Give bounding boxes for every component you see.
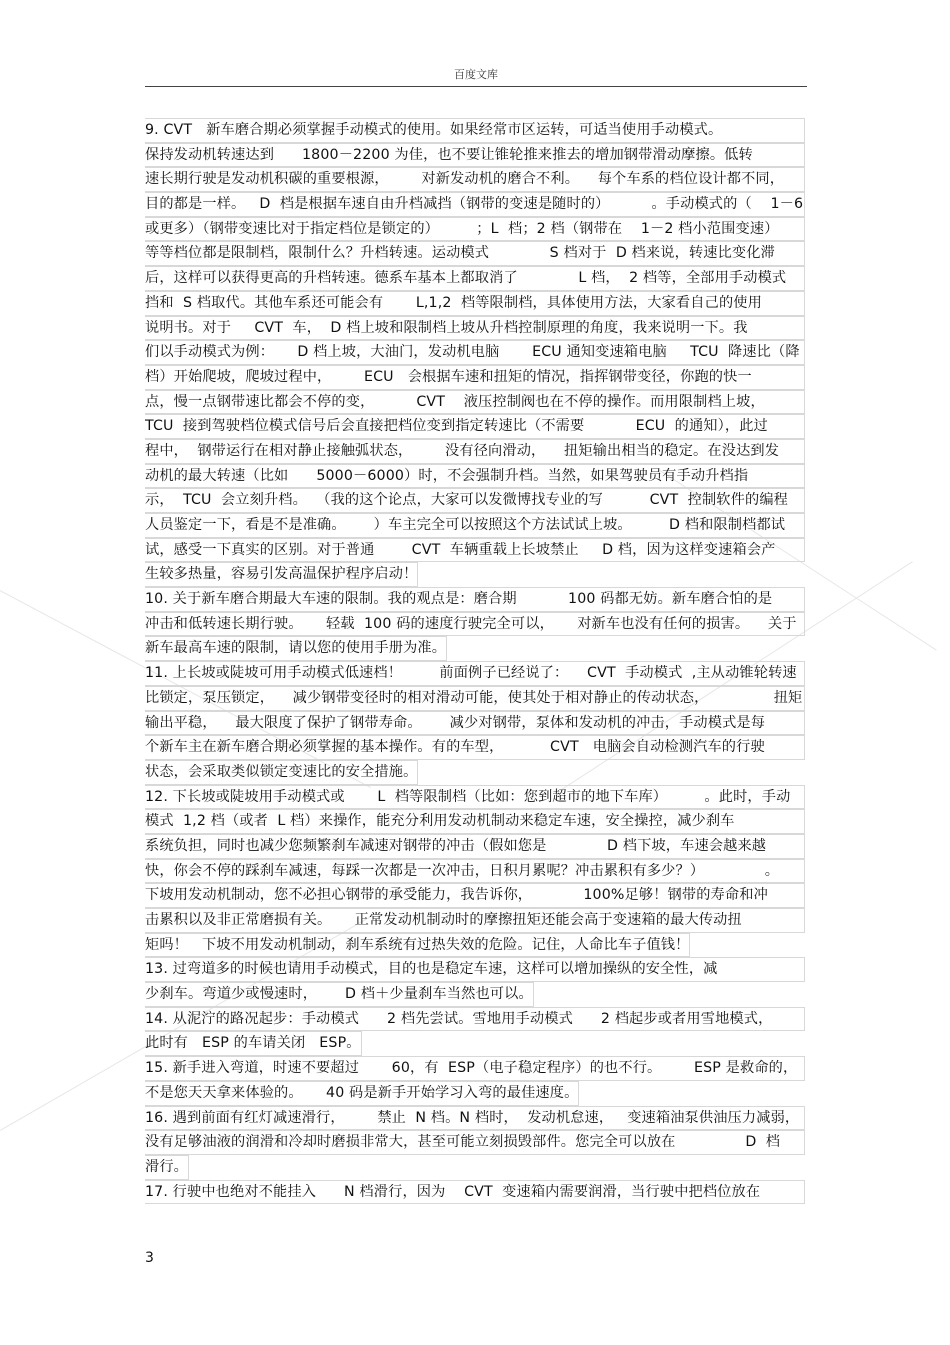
text-line: 12. 下长坡或陡坡用手动模式或 L 档等限制档（比如：您到超市的地下车库） 。此时，手动: [145, 785, 805, 810]
text-line: 15. 新手进入弯道，时速不要超过 60，有 ESP（电子稳定程序）的也不行。 ESP 是救命的，: [145, 1056, 805, 1081]
text-line: 17. 行驶中也绝对不能挂入 N 档滑行，因为 CVT 变速箱内需要润滑，当行驶中把档位放在: [145, 1180, 805, 1205]
text-line: 模式 1,2 档（或者 L 档）来操作，能充分利用发动机制动来稳定车速，安全操控，减少刹车: [145, 809, 805, 834]
text-line: 动机的最大转速（比如 5000－6000）时，不会强制升档。当然，如果驾驶员有手动升档指: [145, 464, 805, 489]
text-line: 输出平稳， 最大限度了保护了钢带寿命。 减少对钢带，泵体和发动机的冲击，手动模式是每: [145, 711, 805, 736]
text-line: 14. 从泥泞的路况起步：手动模式 2 档先尝试。雪地用手动模式 2 档起步或者用雪地模式，: [145, 1007, 805, 1032]
text-line: 点，慢一点钢带速比都会不停的变， CVT 液压控制阀也在不停的操作。而用限制档上坡，: [145, 390, 805, 415]
page-number: 3: [145, 1250, 154, 1266]
text-line: 等等档位都是限制档，限制什么？升档转速。运动模式 S 档对于 D 档来说，转速比变化滞: [145, 241, 805, 266]
text-line: 目的都是一样。 D 档是根据车速自由升档减挡（钢带的变速是随时的） 。手动模式的（ 1－6: [145, 192, 805, 217]
text-line: 说明书。对于 CVT 车， D 档上坡和限制档上坡从升档控制原理的角度，我来说明一下。我: [145, 316, 805, 341]
text-line: 保持发动机转速达到 1800－2200 为佳，也不要让锥轮推来推去的增加钢带滑动摩擦。低转: [145, 143, 805, 168]
text-line: 不是您天天拿来体验的。 40 码是新手开始学习入弯的最佳速度。: [145, 1081, 579, 1106]
text-line: 快，你会不停的踩刹车减速，每踩一次都是一次冲击，日积月累呢？冲击累积有多少？） 。: [145, 859, 805, 884]
text-line: 11. 上长坡或陡坡可用手动模式低速档！ 前面例子已经说了： CVT 手动模式 ,主从动锥轮转速: [145, 661, 805, 686]
header-divider: [145, 86, 807, 87]
text-line: 下坡用发动机制动，您不必担心钢带的承受能力，我告诉你， 100%足够！钢带的寿命和冲: [145, 883, 805, 908]
text-line: 档）开始爬坡，爬坡过程中， ECU 会根据车速和扭矩的情况，指挥钢带变径，你跑的快一: [145, 365, 805, 390]
text-line: 冲击和低转速长期行驶。 轻载 100 码的速度行驶完全可以， 对新车也没有任何的损害。 关于: [145, 612, 805, 637]
text-line: 试，感受一下真实的区别。对于普通 CVT 车辆重载上长坡禁止 D 档，因为这样变速箱会产: [145, 538, 805, 563]
text-line: 或更多）（钢带变速比对于指定档位是锁定的） ；L 档；2 档（钢带在 1－2 档小范围变速）: [145, 217, 805, 242]
text-line: 人员鉴定一下，看是不是准确。 ）车主完全可以按照这个方法试试上坡。 D 档和限制档都试: [145, 513, 805, 538]
text-line: 此时有 ESP 的车请关闭 ESP。: [145, 1031, 362, 1056]
text-line: TCU 接到驾驶档位模式信号后会直接把档位变到指定转速比（不需要 ECU 的通知），此过: [145, 414, 805, 439]
text-line: 9. CVT 新车磨合期必须掌握手动模式的使用。如果经常市区运转，可适当使用手动模式。: [145, 118, 805, 143]
text-line: 少刹车。弯道少或慢速时， D 档＋少量刹车当然也可以。: [145, 982, 534, 1007]
text-line: 滑行。: [145, 1155, 189, 1180]
text-line: 生较多热量，容易引发高温保护程序启动！: [145, 562, 418, 587]
text-line: 13. 过弯道多的时候也请用手动模式，目的也是稳定车速，这样可以增加操纵的安全性，减: [145, 957, 805, 982]
text-line: 系统负担，同时也减少您频繁刹车减速对钢带的冲击（假如您是 D 档下坡，车速会越来越: [145, 834, 805, 859]
text-line: 矩吗！ 下坡不用发动机制动，刹车系统有过热失效的危险。记住，人命比车子值钱！: [145, 933, 690, 958]
page-header: 百度文库: [454, 68, 498, 81]
text-line: 挡和 S 档取代。其他车系还可能会有 L,1,2 档等限制档，具体使用方法，大家看自己的使用: [145, 291, 805, 316]
text-line: 没有足够油液的润滑和冷却时磨损非常大，甚至可能立刻损毁部件。您完全可以放在 D 档: [145, 1130, 805, 1155]
text-line: 新车最高车速的限制，请以您的使用手册为准。: [145, 636, 447, 661]
text-line: 状态，会采取类似锁定变速比的安全措施。: [145, 760, 418, 785]
text-line: 16. 遇到前面有红灯减速滑行， 禁止 N 档。N 档时， 发动机怠速， 变速箱油泵供油压力减弱，: [145, 1106, 805, 1131]
text-line: 10. 关于新车磨合期最大车速的限制。我的观点是：磨合期 100 码都无妨。新车磨合怕的是: [145, 587, 805, 612]
text-line: 后，这样可以获得更高的升档转速。德系车基本上都取消了 L 档， 2 档等，全部用手动模式: [145, 266, 805, 291]
text-line: 示， TCU 会立刻升档。 （我的这个论点，大家可以发微博找专业的写 CVT 控制软件的编程: [145, 488, 805, 513]
text-line: 击累积以及非正常磨损有关。 正常发动机制动时的摩擦扭矩还能会高于变速箱的最大传动扭: [145, 908, 805, 933]
text-line: 比锁定，泵压锁定， 减少钢带变径时的相对滑动可能，使其处于相对静止的传动状态， 扭矩: [145, 686, 805, 711]
text-line: 们以手动模式为例： D 档上坡，大油门，发动机电脑 ECU 通知变速箱电脑 TCU 降速比（降: [145, 340, 805, 365]
text-line: 程中， 钢带运行在相对静止接触弧状态， 没有径向滑动， 扭矩输出相当的稳定。在没达到发: [145, 439, 805, 464]
text-line: 个新车主在新车磨合期必须掌握的基本操作。有的车型， CVT 电脑会自动检测汽车的行驶: [145, 735, 805, 760]
text-line: 速长期行驶是发动机积碳的重要根源， 对新发动机的磨合不利。 每个车系的档位设计都不同，: [145, 167, 805, 192]
document-body: [145, 118, 807, 1204]
